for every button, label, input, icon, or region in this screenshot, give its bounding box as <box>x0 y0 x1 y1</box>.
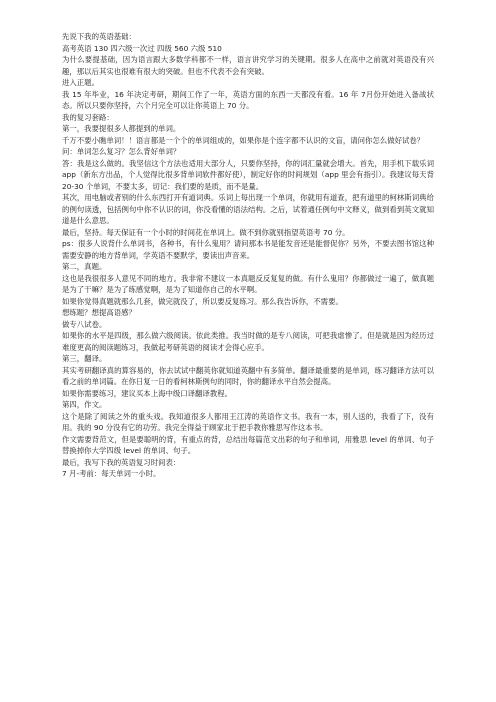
paragraph: 进入正题。 <box>62 78 99 87</box>
paragraph: 我 15 年毕业，16 年决定考研，期间工作了一年，英语方面的东西一天都没有看。16 年 7月份开始进入备战状态。所以只要你坚持，六个月完全可以让你英语上 70 分。 <box>62 89 434 110</box>
paragraph: 高考英语 130 四六级一次过 四级 560 六级 510 <box>62 43 222 53</box>
paragraph: ps：很多人说背什么单词书，各种书，有什么鬼用？请问那本书是能发音还是能督促你？另外，不要去图书馆这种需要安静的地方背单词，学英语不要默学，要读出声音来。 <box>62 239 434 260</box>
paragraph: 其次，用电脑或者别的什么东西打开有道词典。乐词上每出现一个单词，你就用有道查，把有道里的柯林斯词典给的例句读透，包括例句中你不认识的词，你没看懂的语法结构。之后，试着通任例句中文释义，做到看到英文就知道是什么意思。 <box>62 193 434 225</box>
paragraph: 第一，我要提很多人都提到的单词。 <box>62 124 181 133</box>
paragraph: 先说下我的英语基础： <box>62 32 136 41</box>
paragraph: 如果你需要练习，建议买本上海中级口译翻译教程。 <box>62 388 232 398</box>
paragraph: 做专八试卷。 <box>62 319 107 329</box>
paragraph: 作文需要背范文，但是要聪明的背，有重点的背，总结出每篇范文出彩的句子和单词，用雅思 level 的单词、句子替换掉你大学四级 level 的单词、句子。 <box>62 434 434 455</box>
paragraph: 这也是我很很多人意见不同的地方。我非常不建议一本真题反反复复的做。有什么鬼用？你都做过一遍了，做真题是为了干嘛？是为了练感觉啊，是为了知道你自己的水平啊。 <box>62 273 434 294</box>
paragraph: 第四，作文。 <box>62 400 107 409</box>
paragraph: 千万不要小瞧单词！！语言都是一个个的单词组成的，如果你是个连字都不认识的文盲，请问你怎么做好试卷？ <box>62 135 425 145</box>
paragraph: 答：我是这么做的。我坚信这个方法也适用大部分人，只要你坚持，你的词汇量就会增大。首先，用手机下载乐词 app（新东方出品，个人觉得比很多背单词软件都好使），制定好你的时间规划（app 里会有指引）。我建议每天背 20-30 个单词，不要太多，切记：我们要的是质，而不是量。 <box>62 158 434 191</box>
paragraph: 第三，翻译。 <box>62 354 107 363</box>
paragraph: 问：单词怎么复习？怎么背好单词？ <box>62 147 181 156</box>
paragraph: 最后，我写下我的英语复习时间表： <box>62 457 181 467</box>
document-page <box>62 31 434 480</box>
paragraph: 为什么要提基础，因为语言跟大多数学科都不一样，语言讲究学习的关键期。很多人在高中之前就对英语没有兴趣，那以后其实也很难有很大的突破。但也不代表不会有突破。 <box>62 55 434 76</box>
paragraph: 这个是除了阅读之外的重头戏。我知道很多人都用王江涛的英语作文书。我有一本，别人送的，我看了下，没有用。我的 90 分没有它的功劳。我完全得益于顾家北于把手教你雅思写作这本书。 <box>62 411 434 432</box>
paragraph: 如果你觉得真题就那么几套，做完就没了，所以要反复练习。那么我告诉你，不需要。 <box>62 296 343 306</box>
paragraph: 如果你的水平是四级，那么做六级阅读。依此类推。我当时做的是专八阅读，可把我虐惨了。但是就是因为经历过难度更高的阅读题练习，我做起考研英语的阅读才会得心应手。 <box>62 331 434 352</box>
paragraph: 第二，真题。 <box>62 262 107 271</box>
paragraph: 最后，坚持。每天保证有一个小时的时间花在单词上。做不到你就别指望英语考 70 分。 <box>62 227 350 237</box>
paragraph: 我的复习套路： <box>62 112 114 122</box>
paragraph: 其实考研翻译真的算容易的，你去试试中翻英你就知道英翻中有多简单。翻译最重要的是单词，练习翻译方法可以看之前的单词篇。在你日复一日的看柯林斯例句的同时，你的翻译水平自然会提高。 <box>62 365 434 386</box>
paragraph: 想练题？想提高语感？ <box>62 308 136 317</box>
paragraph: 7 月-考前：每天单词一小时。 <box>62 469 161 478</box>
